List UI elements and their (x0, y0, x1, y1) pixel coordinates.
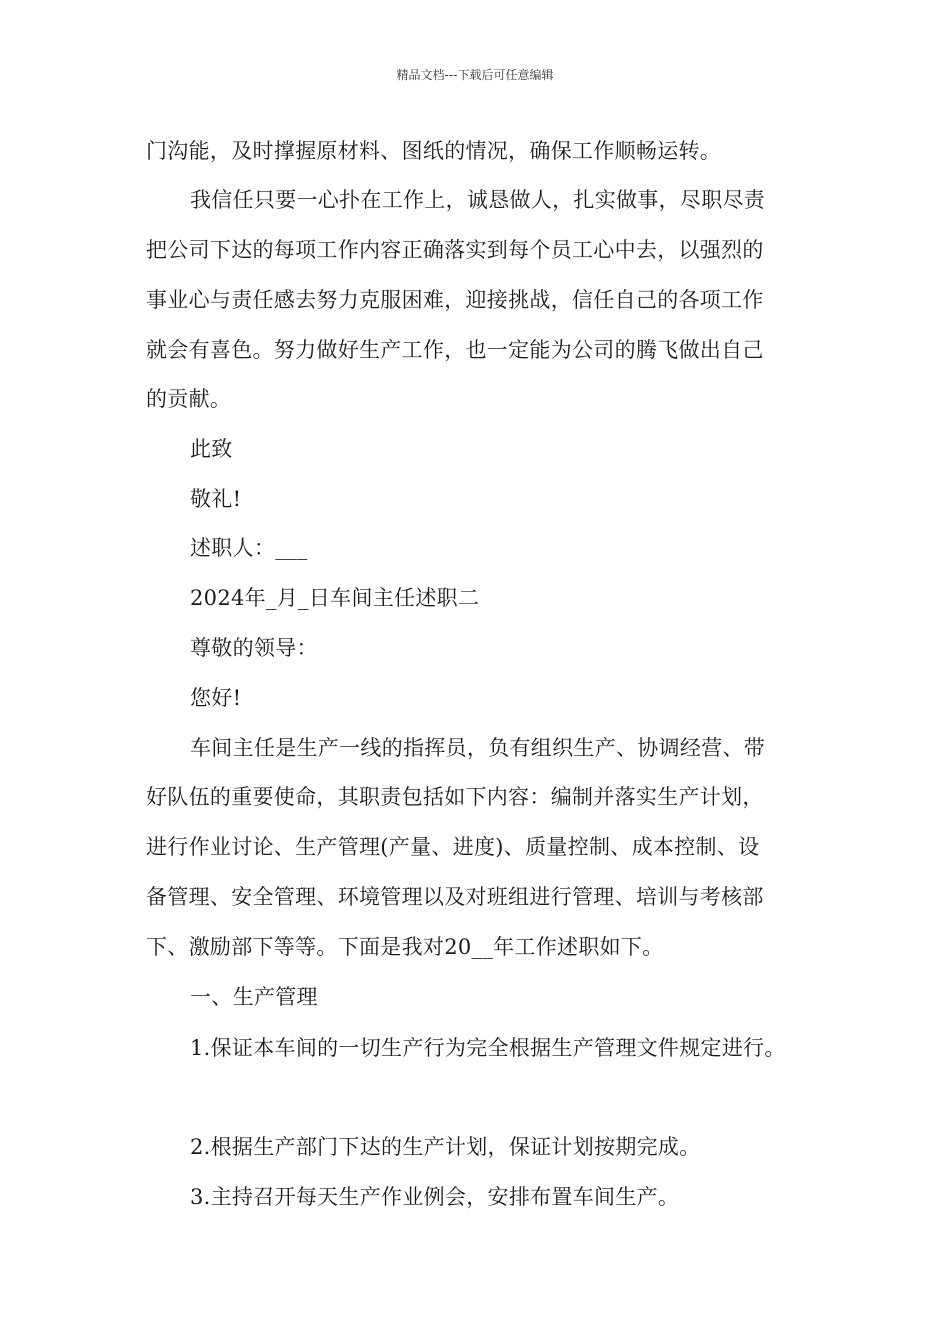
section-heading: 一、生产管理 (190, 985, 318, 1009)
text-line: 把公司下达的每项工作内容正确落实到每个员工心中去，以强烈的 (146, 238, 764, 262)
text-line: 尊敬的领导： (190, 636, 318, 660)
text-line: 备管理、安全管理、环境管理以及对班组进行管理、培训与考核部 (146, 885, 764, 909)
list-item: 3.主持召开每天生产作业例会，安排布置车间生产。 (190, 1185, 680, 1209)
text-line: 车间主任是生产一线的指挥员，负有组织生产、协调经营、带 (190, 736, 766, 760)
page-header: 精品文档---下载后可任意编辑 (396, 68, 554, 82)
text-line: 的贡献。 (146, 387, 232, 411)
text-line: 敬礼! (190, 487, 242, 511)
text-line: 述职人：___ (190, 536, 308, 560)
text-line: 门沟能，及时撑握原材料、图纸的情况，确保工作顺畅运转。 (146, 139, 722, 163)
text-line: 您好! (190, 686, 242, 710)
text-line: 我信任只要一心扑在工作上，诚恳做人，扎实做事，尽职尽责 (190, 188, 766, 212)
list-item: 1.保证本车间的一切生产行为完全根据生产管理文件规定进行。 (190, 1036, 786, 1060)
text-line: 下、激励部下等等。下面是我对20__年工作述职如下。 (146, 935, 664, 959)
text-line: 2024年_月_日车间主任述职二 (190, 586, 480, 610)
text-line: 进行作业讨论、生产管理(产量、进度)、质量控制、成本控制、设 (146, 835, 760, 859)
text-line: 就会有喜色。努力做好生产工作，也一定能为公司的腾飞做出自己 (146, 338, 764, 362)
list-item: 2.根据生产部门下达的生产计划，保证计划按期完成。 (190, 1135, 701, 1159)
text-line: 此致 (190, 437, 233, 461)
text-line: 事业心与责任感去努力克服困难，迎接挑战，信任自己的各项工作 (146, 288, 764, 312)
text-line: 好队伍的重要使命，其职责包括如下内容：编制并落实生产计划， (146, 785, 764, 809)
